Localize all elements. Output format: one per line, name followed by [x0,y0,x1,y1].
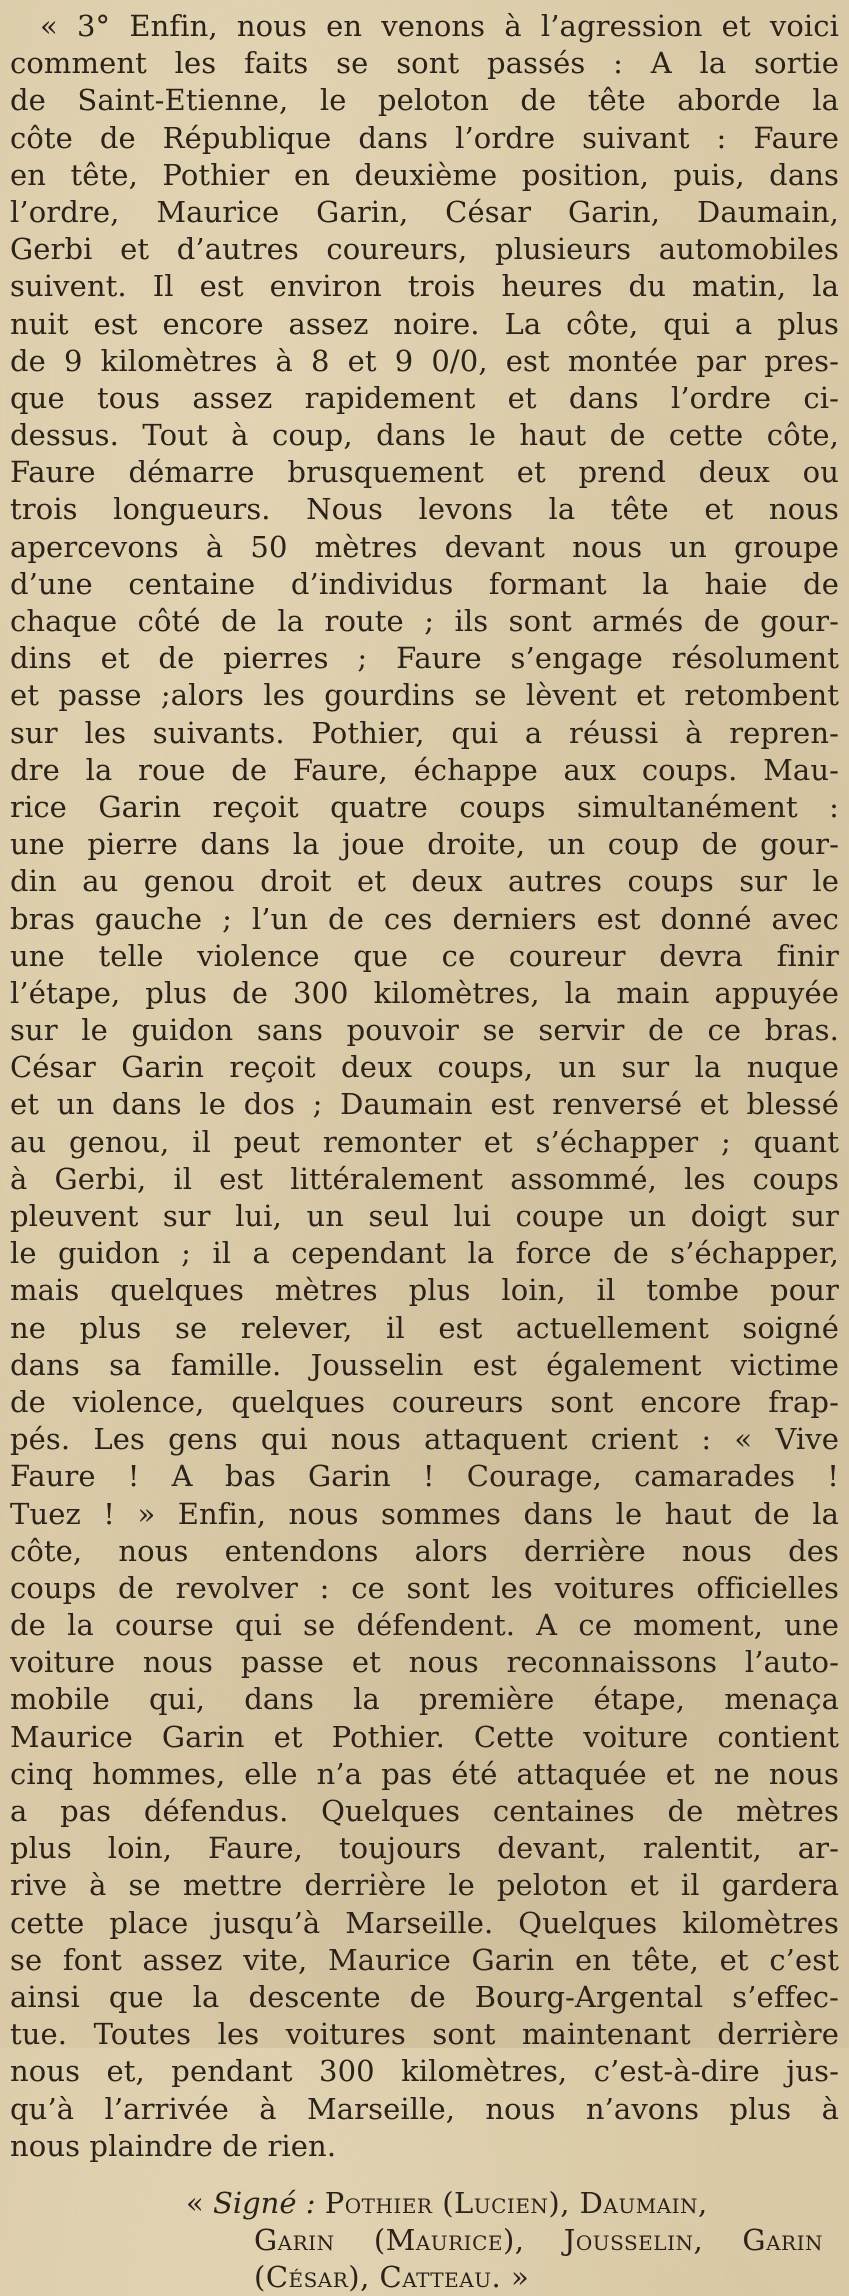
article-line: de la course qui se défendent. A ce moment, une [10,1608,839,1643]
article-line: ainsi que la descente de Bourg-Argental s’effec- [10,1979,839,2014]
article-body [10,8,839,2165]
article-line: le guidon ; il a cependant la force de s’échapper, [10,1236,839,1271]
article-line: l’étape, plus de 300 kilomètres, la main appuyée [10,975,839,1010]
signature-line-3: (César), Catteau. » [254,2260,530,2295]
article-line: de violence, quelques coureurs sont encore frap- [10,1384,839,1419]
signature-names-1: Pothier (Lucien), Daumain, [324,2185,708,2220]
article-line: comment les faits se sont passés : A la sortie [10,46,839,81]
article-line: se font assez vite, Maurice Garin en tête, et c’est [10,1942,839,1977]
article-line: nuit est encore assez noire. La côte, qui a plus [10,306,839,341]
article-line: chaque côté de la route ; ils sont armés de gour- [10,604,839,638]
article-line: une telle violence que ce coureur devra finir [10,938,839,973]
article-line: dans sa famille. Jousselin est également victime [10,1347,839,1382]
article-line: que tous assez rapidement et dans l’ordre ci- [10,380,839,415]
article-line: sur le guidon sans pouvoir se servir de ce bras. [10,1013,839,1048]
article-line: qu’à l’arrivée à Marseille, nous n’avons plus à [10,2091,839,2126]
article-line: rice Garin reçoit quatre coups simultanément : [10,789,839,824]
article-line: Gerbi et d’autres coureurs, plusieurs automobiles [10,232,839,267]
signature-open-quote: « [186,2185,204,2220]
article-line: et un dans le dos ; Daumain est renversé et blessé [10,1087,839,1122]
article-line: dessus. Tout à coup, dans le haut de cette côte, [10,418,839,453]
article-line: Tuez ! » Enfin, nous sommes dans le haut de la [10,1496,839,1531]
article-line: ne plus se relever, il est actuellement soigné [10,1310,839,1345]
article-line: côte de République dans l’ordre suivant : Faure [10,120,839,155]
article-line: dre la roue de Faure, échappe aux coups. Mau- [10,752,839,787]
article-line: din au genou droit et deux autres coups sur le [10,864,839,899]
article-line: une pierre dans la joue droite, un coup de gour- [10,827,839,862]
article-line: suivent. Il est environ trois heures du matin, la [10,269,839,304]
article-line: et passe ;alors les gourdins se lèvent et retombent [10,678,839,713]
article-line: Faure démarre brusquement et prend deux ou [10,455,839,490]
article-line: pés. Les gens qui nous attaquent crient : « Vive [10,1422,839,1457]
article-line: côte, nous entendons alors derrière nous des [10,1533,839,1568]
article-line: rive à se mettre derrière le peloton et il gardera [10,1868,839,1903]
article-line: apercevons à 50 mètres devant nous un groupe [10,529,839,564]
article-line: Maurice Garin et Pothier. Cette voiture contient [10,1719,839,1754]
article-line: Faure ! A bas Garin ! Courage, camarades ! [10,1459,839,1494]
article-line: nous et, pendant 300 kilomètres, c’est-à-dire jus- [10,2054,839,2089]
article-line: « 3° Enfin, nous en venons à l’agression et voici [40,9,839,43]
article-line: dins et de pierres ; Faure s’engage résolument [10,641,839,676]
article-line: coups de revolver : ce sont les voitures officielles [10,1570,839,1605]
article-line: bras gauche ; l’un de ces derniers est donné avec [10,901,839,936]
signature-line-2: Garin (Maurice), Jousselin, Garin [254,2223,823,2258]
article-line: l’ordre, Maurice Garin, César Garin, Daumain, [10,194,839,229]
signature-signe-label: Signé : [212,2185,316,2220]
article-line: mais quelques mètres plus loin, il tombe pour [10,1273,839,1308]
article-line: d’une centaine d’individus formant la haie de [10,566,839,601]
article-line: trois longueurs. Nous levons la tête et nous [10,492,839,527]
article-line: de 9 kilomètres à 8 et 9 0/0, est montée par pres- [10,343,839,378]
article-line: cette place jusqu’à Marseille. Quelques kilomètres [10,1905,839,1940]
article-line: voiture nous passe et nous reconnaissons l’auto- [10,1645,839,1680]
article-line: de Saint-Etienne, le peloton de tête aborde la [10,83,839,118]
article-line: en tête, Pothier en deuxième position, puis, dans [10,157,839,192]
article-line: pleuvent sur lui, un seul lui coupe un doigt sur [10,1199,839,1233]
article-line: à Gerbi, il est littéralement assommé, les coups [10,1161,839,1196]
article-line: cinq hommes, elle n’a pas été attaquée et ne nous [10,1756,839,1791]
article-line: a pas défendus. Quelques centaines de mètres [10,1794,839,1828]
article-line: au genou, il peut remonter et s’échapper ; quant [10,1124,839,1159]
article-line: nous plaindre de rien. [10,2128,337,2163]
article-line: mobile qui, dans la première étape, menaça [10,1682,839,1717]
article-line: sur les suivants. Pothier, qui a réussi à repren- [10,715,839,750]
article-line: tue. Toutes les voitures sont maintenant derrière [10,2017,839,2052]
article-line: César Garin reçoit deux coups, un sur la nuque [10,1050,839,1085]
signature-line-1 [10,2185,839,2222]
article-line: plus loin, Faure, toujours devant, ralentit, ar- [10,1831,839,1866]
